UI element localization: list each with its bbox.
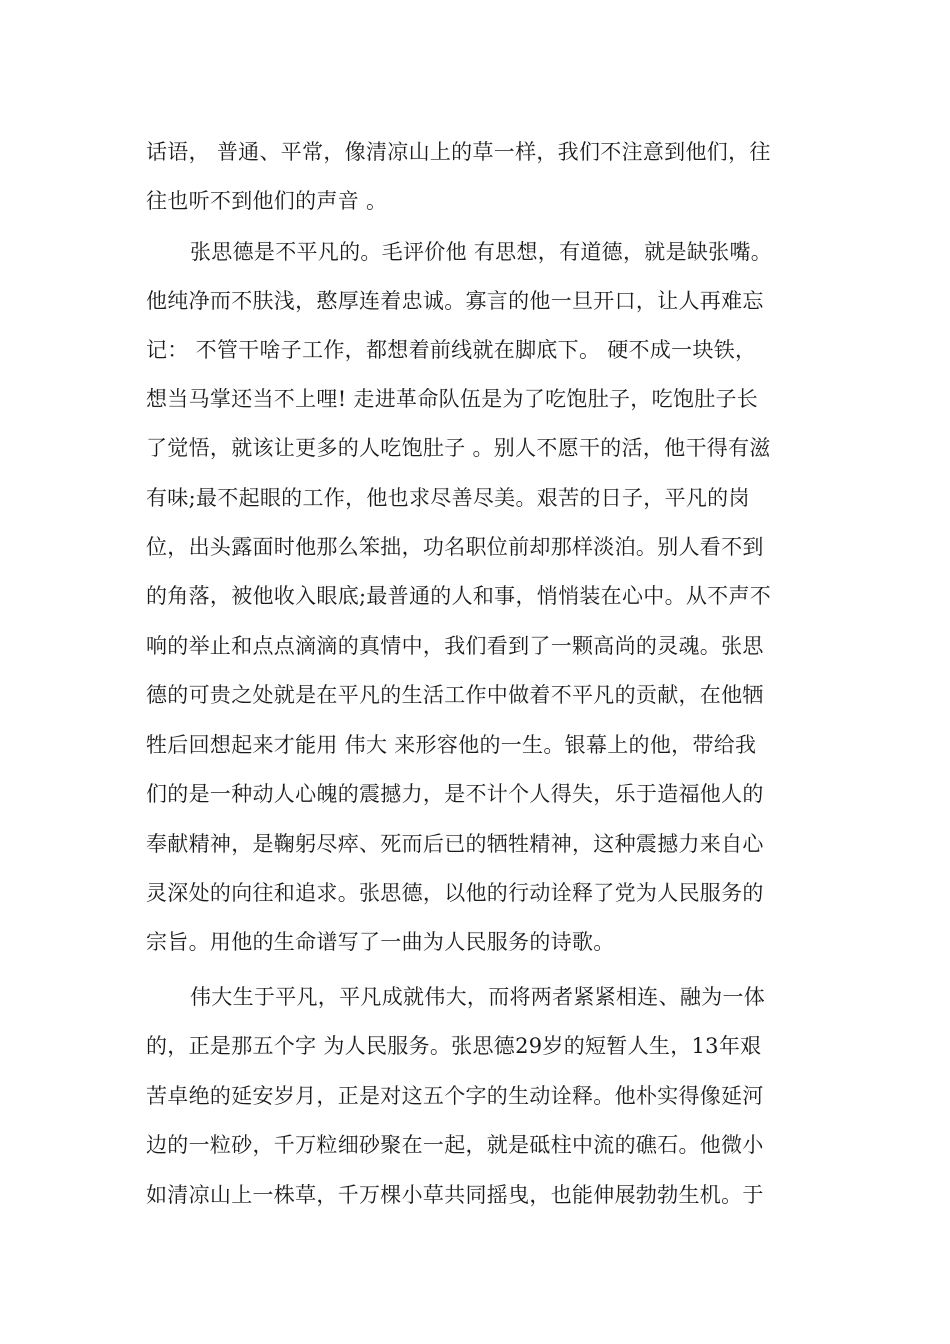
text-line: 们的是一种动人心魄的震撼力，是不计个人得失，乐于造福他人的 <box>146 782 764 806</box>
text-line: 如清凉山上一株草，千万棵小草共同摇曳，也能伸展勃勃生机。于 <box>146 1183 764 1207</box>
text-line: 的，正是那五个字 为人民服务。张思德29岁的短暂人生，13年艰 <box>146 1034 762 1058</box>
text-line: 苦卓绝的延安岁月，正是对这五个字的生动诠释。他朴实得像延河 <box>146 1084 764 1108</box>
text-line: 灵深处的向往和追求。张思德，以他的行动诠释了党为人民服务的 <box>146 881 764 905</box>
text-line: 位，出头露面时他那么笨拙，功名职位前却那样淡泊。别人看不到 <box>146 535 764 559</box>
text-line: 记： 不管干啥子工作，都想着前线就在脚底下。 硬不成一块铁， <box>146 338 757 362</box>
text-line: 响的举止和点点滴滴的真情中，我们看到了一颗高尚的灵魂。张思 <box>146 634 764 658</box>
text-line: 奉献精神，是鞠躬尽瘁、死而后已的牺牲精神，这种震撼力来自心 <box>146 832 764 856</box>
text-line: 宗旨。用他的生命谱写了一曲为人民服务的诗歌。 <box>146 930 615 954</box>
text-line: 想当马掌还当不上哩! 走进革命队伍是为了吃饱肚子，吃饱肚子长 <box>146 387 759 411</box>
text-line: 的角落，被他收入眼底;最普通的人和事，悄悄装在心中。从不声不 <box>146 584 772 608</box>
text-line: 话语， 普通、平常，像清凉山上的草一样，我们不注意到他们，往 <box>146 140 771 164</box>
text-line: 了觉悟，就该让更多的人吃饱肚子 。别人不愿干的活，他干得有滋 <box>146 436 771 460</box>
text-line: 有味;最不起眼的工作，他也求尽善尽美。艰苦的日子，平凡的岗 <box>146 486 750 510</box>
text-line: 他纯净而不肤浅，憨厚连着忠诚。寡言的他一旦开口，让人再难忘 <box>146 289 764 313</box>
text-line: 德的可贵之处就是在平凡的生活工作中做着不平凡的贡献，在他牺 <box>146 683 764 707</box>
text-line: 牲后回想起来才能用 伟大 来形容他的一生。银幕上的他，带给我 <box>146 733 757 757</box>
text-line: 往也听不到他们的声音 。 <box>146 189 388 213</box>
paragraph-start-line: 张思德是不平凡的。毛评价他 有思想，有道德，就是缺张嘴。 <box>190 240 773 264</box>
paragraph-start-line: 伟大生于平凡，平凡成就伟大，而将两者紧紧相连、融为一体 <box>190 985 766 1009</box>
text-line: 边的一粒砂，千万粒细砂聚在一起，就是砥柱中流的礁石。他微小 <box>146 1133 764 1157</box>
